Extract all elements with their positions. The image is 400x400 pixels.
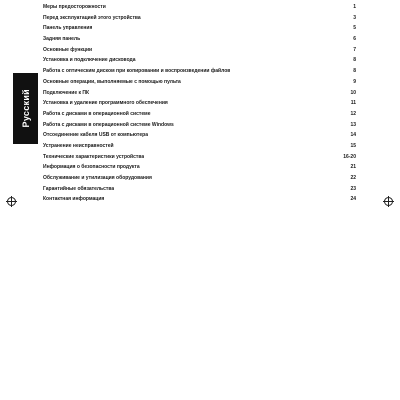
toc-entry-page: 21 — [350, 164, 356, 171]
toc-entry[interactable] — [43, 141, 356, 152]
toc-entry-title: Работа с оптическим диском при копировании и воспроизведении файлов — [43, 68, 231, 75]
toc-entry-title: Основные функции — [43, 46, 93, 53]
toc-entry[interactable] — [43, 77, 356, 88]
toc-entry-page: 10 — [350, 89, 356, 96]
toc-entry-page: 1 — [353, 4, 356, 10]
toc-entry-page: 12 — [350, 110, 356, 117]
toc-entry[interactable] — [43, 152, 356, 163]
toc-entry-title: Устранение неисправностей — [43, 142, 114, 149]
toc-entry-title: Отсоединение кабеля USB от компьютера — [43, 132, 148, 139]
toc-entry-page: 5 — [353, 25, 356, 32]
toc-entry[interactable] — [43, 34, 356, 45]
toc-entry[interactable] — [43, 13, 356, 24]
toc-entry-page: 15 — [350, 142, 356, 149]
toc-entry-title: Подключение к ПК — [43, 89, 90, 96]
toc-entry[interactable] — [43, 45, 356, 56]
toc-entry-title: Установка и подключение дисковода — [43, 57, 136, 64]
toc-entry-page: 13 — [350, 121, 356, 128]
toc-entry-page: 8 — [353, 68, 356, 75]
toc-entry-title: Технические характеристики устройства — [43, 153, 145, 160]
toc-entry-title: Гарантийные обязательства — [43, 185, 115, 192]
toc-entry[interactable] — [43, 55, 356, 66]
language-tab-label: Русский — [20, 89, 31, 128]
toc-entry-page: 14 — [350, 132, 356, 139]
toc-entry[interactable] — [43, 194, 356, 205]
toc-entry-title: Работа с дисками в операционной системе Windows — [43, 121, 174, 128]
toc-entry[interactable] — [43, 23, 356, 34]
toc-entry[interactable] — [43, 98, 356, 109]
toc-entry[interactable] — [43, 130, 356, 141]
toc-entry[interactable] — [43, 109, 356, 120]
toc-entry-page: 22 — [350, 175, 356, 181]
toc-entry-page: 8 — [353, 57, 356, 64]
toc-entry-title: Панель управления — [43, 25, 93, 32]
toc-entry-title: Меры предосторожности — [43, 4, 106, 10]
toc-entry[interactable] — [43, 173, 356, 184]
toc-entry-page: 3 — [353, 14, 356, 21]
registration-mark-icon — [7, 197, 16, 206]
toc-entry-title: Контактная информация — [43, 196, 105, 203]
toc-entry-page: 11 — [350, 100, 356, 107]
toc-entry-title: Информация о безопасности продукта — [43, 164, 140, 171]
toc-entry-page: 7 — [353, 46, 356, 53]
toc-entry-page: 23 — [350, 185, 356, 192]
toc-entry[interactable] — [43, 184, 356, 195]
toc-entry[interactable] — [43, 2, 356, 13]
toc-entry[interactable] — [43, 162, 356, 173]
toc-entry-page: 16-20 — [343, 153, 356, 160]
toc-entry-page: 9 — [353, 78, 356, 85]
registration-mark-icon — [384, 197, 393, 206]
toc-entry[interactable] — [43, 120, 356, 131]
toc-entry[interactable] — [43, 88, 356, 99]
table-of-contents — [43, 2, 356, 205]
toc-entry[interactable] — [43, 66, 356, 77]
toc-entry-title: Основные операции, выполняемые с помощью пульта — [43, 78, 181, 85]
toc-entry-title: Работа с дисками в операционной системе — [43, 110, 151, 117]
toc-entry-title: Обслуживание и утилизация оборудования — [43, 175, 152, 181]
toc-entry-title: Задняя панель — [43, 36, 81, 43]
toc-entry-title: Установка и удаление программного обеспечения — [43, 100, 168, 107]
language-tab — [13, 73, 38, 144]
toc-entry-page: 6 — [353, 36, 356, 43]
toc-entry-title: Перед эксплуатацией этого устройства — [43, 14, 141, 21]
toc-entry-page: 24 — [350, 196, 356, 203]
